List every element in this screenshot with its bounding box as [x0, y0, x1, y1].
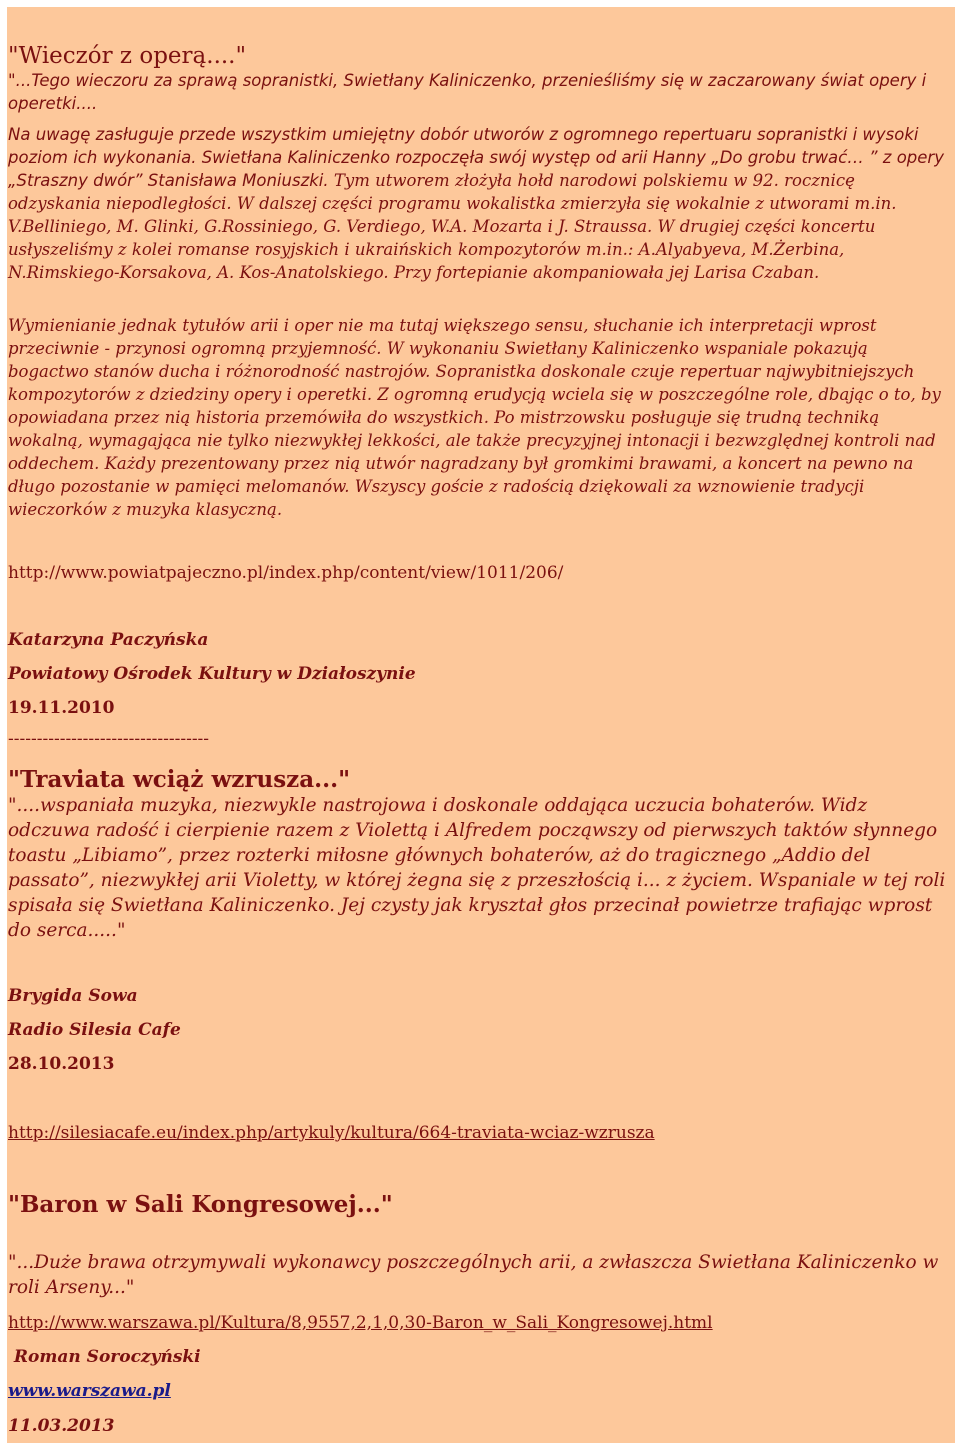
review-body-part3: Wymienianie jednak tytułów arii i oper nie ma tutaj większego sensu, słuchanie ich interpretacji wprost przeciwnie - przynosi ogromną przyjemność. W wykonaniu Swietłany Kaliniczenko wspaniale pokazują bogactwo stanów ducha i różnorodność nastrojów. Sopranistka doskonale czuje repertuar najwybitniejszych kompozytorów z dziedziny opery i operetki. Z ogromną erudycją wciela się w poszczególne role, dbając o to, by opowiadana przez nią historia przemówiła do wszystkich. Po mistrzowsku posługuje się trudną techniką wokalną, wymagająca nie tylko niezwykłej lekkości, ale także precyzyjnej intonacji i bezwzględnej kontroli nad oddechem. Każdy prezentowany przez nią utwór nagradzany był gromkimi brawami, a koncert na pewno na długo pozostanie w pamięci melomanów. Wszyscy goście z radością dziękowali za wznowienie tradycji wieczorków z muzyka klasyczną. [8, 316, 941, 519]
review-body-part1: Na uwagę zasługuje przede wszystkim umiejętny dobór utworów z ogromnego repertuaru sopranistki i wysoki poziom ich wykonania. Swietłana Kaliniczenko rozpoczęła swój występ od arii Hanny „Do grobu trwać… ” z opery „Straszny dwór” Stanisława Moniuszki. [8, 125, 944, 190]
source-link[interactable]: http://silesiacafe.eu/index.php/artykuly/kultura/664-traviata-wciaz-wzrusza [8, 1123, 655, 1143]
author-organization: Radio Silesia Cafe [8, 1020, 181, 1040]
source-link[interactable]: http://www.warszawa.pl/Kultura/8,9557,2,1,0,30-Baron_w_Sali_Kongresowej.html [8, 1313, 713, 1333]
author-name: Katarzyna Paczyńska [8, 630, 209, 650]
review-title: "Baron w Sali Kongresowej..." [8, 1191, 393, 1218]
review-section-baron [7, 1178, 955, 1443]
author-organization: Powiatowy Ośrodek Kultury w Działoszynie [8, 664, 416, 684]
site-link[interactable]: www.warszawa.pl [8, 1381, 171, 1401]
review-intro: "...Tego wieczoru za sprawą sopranistki, Swietłany Kaliniczenko, przenieśliśmy się w zaczarowany świat opery i operetki.... [8, 71, 927, 113]
review-quote: "....wspaniała muzyka, niezwykle nastrojowa i doskonale oddająca uczucia bohaterów. Widz odczuwa radość i cierpienie razem z Violettą i Alfredem począwszy od pierwszych taktów słynnego toastu „Libiamo”, przez rozterki miłosne głównych bohaterów, aż do tragicznego „Addio del passato”, niezwykłej arii Violetty, w której żegna się z przeszłością i... z życiem. Wspaniale w tej roli spisała się Swietłana Kaliniczenko. Jej czysty jak kryształ głos przecinał powietrze trafiając wprost do serca....." [8, 795, 946, 941]
author-name: Brygida Sowa [8, 986, 138, 1006]
review-title: "Wieczór z operą...." [8, 43, 247, 69]
review-quote: "...Duże brawa otrzymywali wykonawcy poszczególnych arii, a zwłaszcza Swietłana Kaliniczenko w roli Arseny..." [8, 1252, 939, 1298]
section-divider: ----------------------------------- [8, 729, 210, 749]
source-url: http://www.powiatpajeczno.pl/index.php/content/view/1011/206/ [8, 563, 564, 583]
author-name: Roman Soroczyński [8, 1347, 201, 1367]
review-body-part2: Tym utworem złożyła hołd narodowi polskiemu w 92. rocznicę odzyskania niepodległości. W dalszej części programu wokalistka zmierzyła się wokalnie z utworami m.in. V.Belliniego, M. Glinki, G.Rossiniego, G. Verdiego, W.A. Mozarta i J. Straussa. W drugiej części koncertu usłyszeliśmy z kolei romanse rosyjskich i ukraińskich kompozytorów m.in.: A.Alyabyeva, M.Żerbina, N.Rimskiego-Korsakova, A. Kos-Anatolskiego. Przy fortepianie akompaniowała jej Larisa Czaban. [8, 171, 897, 282]
review-date: 11.03.2013 [8, 1416, 115, 1436]
review-title: "Traviata wciąż wzrusza..." [8, 766, 351, 793]
review-date: 19.11.2010 [8, 698, 115, 718]
review-section-traviata [7, 750, 955, 1178]
review-section-opera-evening [7, 7, 955, 750]
review-date: 28.10.2013 [8, 1054, 115, 1074]
